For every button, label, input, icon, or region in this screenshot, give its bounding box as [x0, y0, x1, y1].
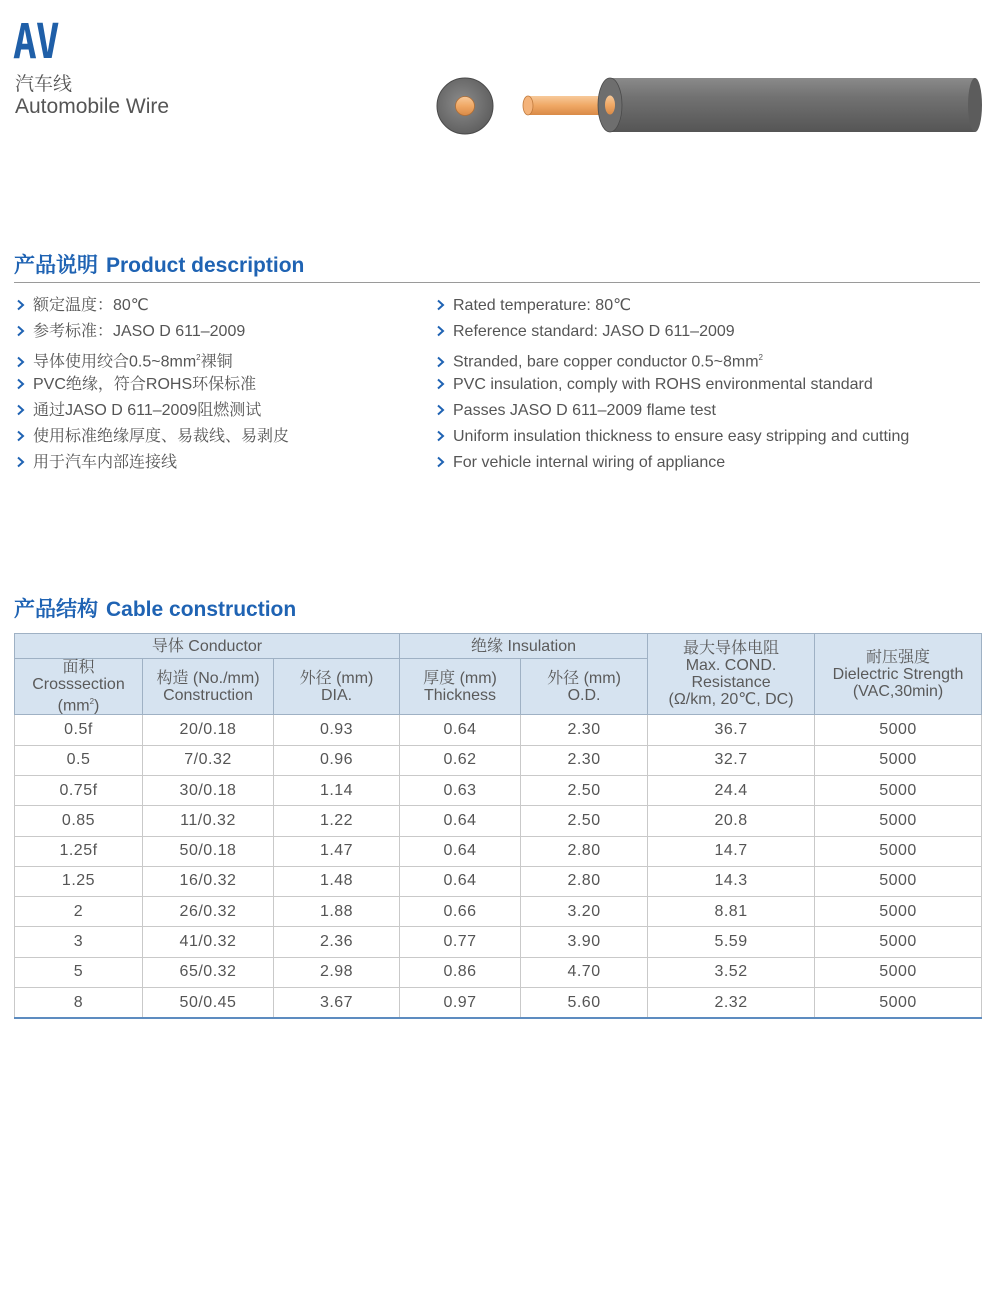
header-thickness [400, 659, 521, 715]
table-row [15, 745, 982, 775]
section-title-en: Cable construction [106, 598, 297, 621]
chevron-right-icon [16, 430, 25, 442]
product-name-en: Automobile Wire [15, 95, 170, 118]
table-cell: 0.64 [400, 866, 521, 896]
section-title-cn: 产品结构 [14, 598, 98, 621]
table-cell: 65/0.32 [143, 957, 274, 987]
table-cell: 50/0.18 [143, 836, 274, 866]
description-list-cn [16, 293, 289, 476]
chevron-right-icon [436, 404, 445, 416]
table-cell: 11/0.32 [143, 806, 274, 836]
table-row [15, 927, 982, 957]
table-cell: 5000 [815, 775, 982, 805]
description-item [16, 372, 289, 398]
description-text: Uniform insulation thickness to ensure easy stripping and cutting [453, 427, 910, 445]
header-insulation: 绝缘 Insulation [400, 634, 648, 659]
header-line: 外径 (mm) [299, 669, 374, 687]
header-od [521, 659, 648, 715]
table-cell: 1.25f [15, 836, 143, 866]
table-cell: 2.98 [274, 957, 400, 987]
table-cell: 5000 [815, 927, 982, 957]
cable-cross-section [437, 78, 493, 134]
chevron-right-icon [16, 325, 25, 337]
header-line: (Ω/km, 20℃, DC) [668, 691, 794, 709]
table-cell: 2.36 [274, 927, 400, 957]
table-cell: 8.81 [648, 897, 815, 927]
header-dielectric [815, 634, 982, 715]
table-cell: 5000 [815, 806, 982, 836]
description-item [16, 319, 289, 345]
table-row [15, 775, 982, 805]
table-cell: 2.50 [521, 806, 648, 836]
header-construction [143, 659, 274, 715]
cable-construction-title [14, 597, 296, 623]
table-cell: 5000 [815, 866, 982, 896]
table-cell: 1.22 [274, 806, 400, 836]
chevron-right-icon [16, 356, 25, 368]
chevron-right-icon [16, 378, 25, 390]
description-item [436, 450, 909, 476]
section-title-cn: 产品说明 [14, 254, 98, 277]
description-text: 参考标准：JASO D 611–2009 [33, 323, 246, 341]
table-cell: 0.63 [400, 775, 521, 805]
table-cell: 2.30 [521, 715, 648, 745]
description-text: PVC绝缘，符合ROHS环保标准 [33, 375, 257, 393]
table-cell: 1.88 [274, 897, 400, 927]
table-cell: 3.20 [521, 897, 648, 927]
chevron-right-icon [436, 356, 445, 368]
table-cell: 1.47 [274, 836, 400, 866]
table-cell: 0.5f [15, 715, 143, 745]
header-line: 外径 (mm) [547, 669, 621, 687]
header-line-text: (mm [57, 697, 90, 715]
section-divider [14, 282, 980, 283]
description-item [16, 398, 289, 424]
header-line: Resistance [691, 674, 771, 692]
table-cell: 41/0.32 [143, 927, 274, 957]
table-cell: 0.64 [400, 836, 521, 866]
header-crosssection [15, 659, 143, 715]
description-item [436, 345, 909, 371]
table-cell: 2.80 [521, 836, 648, 866]
table-cell: 16/0.32 [143, 866, 274, 896]
description-item [436, 319, 909, 345]
table-cell: 0.5 [15, 745, 143, 775]
table-row [15, 988, 982, 1019]
description-text: Passes JASO D 611–2009 flame test [453, 401, 716, 419]
table-cell: 50/0.45 [143, 988, 274, 1019]
table-cell: 1.14 [274, 775, 400, 805]
description-item [16, 424, 289, 450]
table-cell: 3 [15, 927, 143, 957]
superscript: 2 [89, 697, 95, 706]
table-cell: 2.50 [521, 775, 648, 805]
header-line: 厚度 (mm) [423, 669, 497, 687]
table-cell: 2 [15, 897, 143, 927]
description-text: 导体使用绞合0.5~8mm [33, 353, 197, 371]
table-cell: 0.66 [400, 897, 521, 927]
table-cell: 26/0.32 [143, 897, 274, 927]
description-list-en [436, 293, 909, 476]
table-cell: 5000 [815, 745, 982, 775]
description-item [436, 398, 909, 424]
superscript: 2 [196, 353, 201, 363]
header-line: DIA. [320, 686, 353, 704]
description-text: Reference standard: JASO D 611–2009 [453, 323, 735, 341]
superscript: 2 [758, 353, 763, 363]
table-cell: 4.70 [521, 957, 648, 987]
table-cell: 7/0.32 [143, 745, 274, 775]
product-code: AV [13, 14, 59, 70]
header-conductor: 导体 Conductor [15, 634, 400, 659]
chevron-right-icon [16, 456, 25, 468]
cable-body [523, 78, 982, 132]
description-item [16, 345, 289, 371]
table-cell: 5000 [815, 957, 982, 987]
header-conductor-dia [274, 659, 400, 715]
table-cell: 5000 [815, 836, 982, 866]
table-row [15, 897, 982, 927]
chevron-right-icon [16, 299, 25, 311]
chevron-right-icon [436, 299, 445, 311]
header-line: 耐压强度 [866, 648, 931, 666]
header-line: 面积 [62, 659, 95, 676]
product-description-title [14, 253, 304, 279]
header-line: O.D. [567, 686, 601, 704]
table-body [15, 715, 982, 1018]
table-row [15, 806, 982, 836]
description-text: 通过JASO D 611–2009阻燃测试 [33, 401, 262, 419]
table-cell: 3.67 [274, 988, 400, 1019]
table-cell: 5000 [815, 988, 982, 1019]
header-line: 构造 (No./mm) [156, 669, 260, 687]
table-cell: 5000 [815, 715, 982, 745]
header-line: (VAC,30min) [852, 682, 944, 700]
header-line: Dielectric Strength [832, 665, 964, 683]
table-cell: 0.64 [400, 715, 521, 745]
table-cell: 0.96 [274, 745, 400, 775]
description-item [16, 293, 289, 319]
chevron-right-icon [16, 404, 25, 416]
table-cell: 36.7 [648, 715, 815, 745]
cable-construction-table [14, 633, 982, 1019]
header-line: $(mm^2)$ [57, 697, 100, 715]
table-row [15, 866, 982, 896]
description-text: Stranded, bare copper conductor 0.5~8mm [453, 353, 759, 371]
table-cell: 0.93 [274, 715, 400, 745]
chevron-right-icon [436, 378, 445, 390]
table-cell: 5.60 [521, 988, 648, 1019]
description-text: 用于汽车内部连接线 [33, 454, 178, 472]
table-cell: 32.7 [648, 745, 815, 775]
header-line: 最大导体电阻 [683, 640, 780, 658]
header-line: Thickness [424, 686, 497, 704]
chevron-right-icon [436, 430, 445, 442]
table-cell: 2.80 [521, 866, 648, 896]
table-cell: 0.85 [15, 806, 143, 836]
description-item [436, 293, 909, 319]
table-cell: 20/0.18 [143, 715, 274, 745]
table-cell: 14.7 [648, 836, 815, 866]
chevron-right-icon [436, 325, 445, 337]
description-text: 额定温度：80℃ [33, 297, 149, 314]
description-text: For vehicle internal wiring of appliance [453, 454, 726, 472]
description-item [436, 424, 909, 450]
table-row [15, 957, 982, 987]
description-text: PVC insulation, comply with ROHS environmental standard [453, 375, 873, 393]
description-item [436, 372, 909, 398]
header-resistance [648, 634, 815, 715]
table-cell: 0.75f [15, 775, 143, 805]
table-cell: 1.48 [274, 866, 400, 896]
description-text: Rated temperature: 80℃ [453, 297, 632, 314]
table-cell: 2.32 [648, 988, 815, 1019]
table-cell: 5.59 [648, 927, 815, 957]
header-line: Crosssection [32, 676, 125, 693]
table-row [15, 715, 982, 745]
chevron-right-icon [436, 456, 445, 468]
table-cell: 5000 [815, 897, 982, 927]
table-cell: 0.86 [400, 957, 521, 987]
description-text: 使用标准绝缘厚度、易裁线、易剥皮 [33, 427, 290, 445]
table-cell: 24.4 [648, 775, 815, 805]
table-cell: 2.30 [521, 745, 648, 775]
product-name-cn: 汽车线 [15, 74, 73, 95]
description-item [16, 450, 289, 476]
table-cell: 0.62 [400, 745, 521, 775]
cable-illustration [430, 66, 990, 146]
table-cell: 8 [15, 988, 143, 1019]
table-cell: 0.97 [400, 988, 521, 1019]
table-cell: 20.8 [648, 806, 815, 836]
table-cell: 0.64 [400, 806, 521, 836]
description-text-suffix: 裸铜 [200, 353, 233, 371]
header-line: Max. COND. [685, 657, 777, 675]
table-cell: 3.52 [648, 957, 815, 987]
table-cell: 14.3 [648, 866, 815, 896]
table-cell: 5 [15, 957, 143, 987]
table-cell: 3.90 [521, 927, 648, 957]
table-cell: 1.25 [15, 866, 143, 896]
section-title-en: Product description [106, 254, 305, 277]
table-row [15, 836, 982, 866]
header-line: Construction [163, 686, 253, 704]
table-cell: 30/0.18 [143, 775, 274, 805]
table-cell: 0.77 [400, 927, 521, 957]
